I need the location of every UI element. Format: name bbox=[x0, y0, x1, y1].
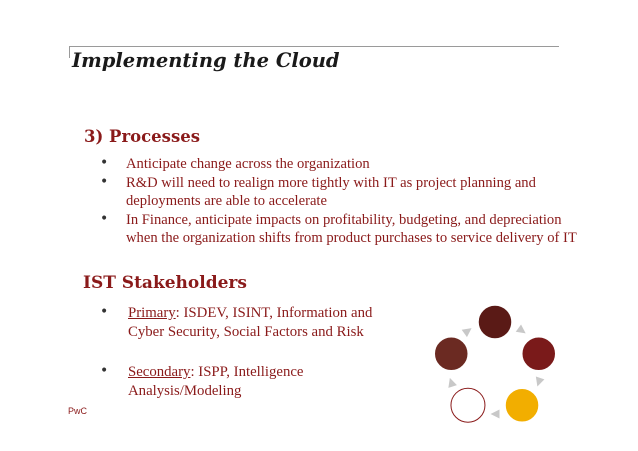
process-item-3: In Finance, anticipate impacts on profitability, budgeting, and depreciation when the organization shifts from product purchases to service delivery of IT bbox=[126, 212, 577, 246]
bullet-icon: • bbox=[100, 211, 109, 227]
title-rule-tick bbox=[69, 46, 70, 58]
primary-label: Primary bbox=[128, 305, 176, 321]
bullet-icon: • bbox=[100, 155, 109, 171]
title-rule bbox=[69, 46, 559, 47]
cycle-arrow-icon bbox=[448, 378, 457, 388]
process-item-1: Anticipate change across the organization bbox=[126, 156, 370, 172]
cycle-node-2 bbox=[522, 337, 556, 371]
cycle-diagram bbox=[430, 300, 560, 430]
bullet-icon: • bbox=[100, 304, 109, 320]
cycle-node-4 bbox=[451, 388, 485, 422]
stakeholders-heading: IST Stakeholders bbox=[83, 273, 247, 293]
cycle-arrow-icon bbox=[491, 410, 500, 419]
footer-brand: PwC bbox=[68, 406, 88, 416]
bullet-icon: • bbox=[100, 363, 109, 379]
slide-title: Implementing the Cloud bbox=[72, 49, 340, 72]
cycle-node-1 bbox=[478, 305, 512, 339]
stakeholder-primary bbox=[128, 304, 398, 342]
cycle-node-3 bbox=[505, 388, 539, 422]
cycle-arrow-icon bbox=[516, 324, 526, 333]
bullet-icon: • bbox=[100, 174, 109, 190]
process-item-2: R&D will need to realign more tightly with IT as project planning and deployments are able to accelerate bbox=[126, 175, 536, 209]
secondary-text: : ISPP, Intelligence Analysis/Modeling bbox=[128, 364, 304, 399]
cycle-arrow-icon bbox=[462, 328, 472, 337]
cycle-node-5 bbox=[434, 337, 468, 371]
cycle-arrow-icon bbox=[536, 377, 545, 387]
secondary-label: Secondary bbox=[128, 364, 191, 380]
primary-text: : ISDEV, ISINT, Information and Cyber Security, Social Factors and Risk bbox=[128, 305, 373, 340]
stakeholder-secondary bbox=[128, 363, 398, 401]
processes-heading: 3) Processes bbox=[84, 127, 201, 146]
